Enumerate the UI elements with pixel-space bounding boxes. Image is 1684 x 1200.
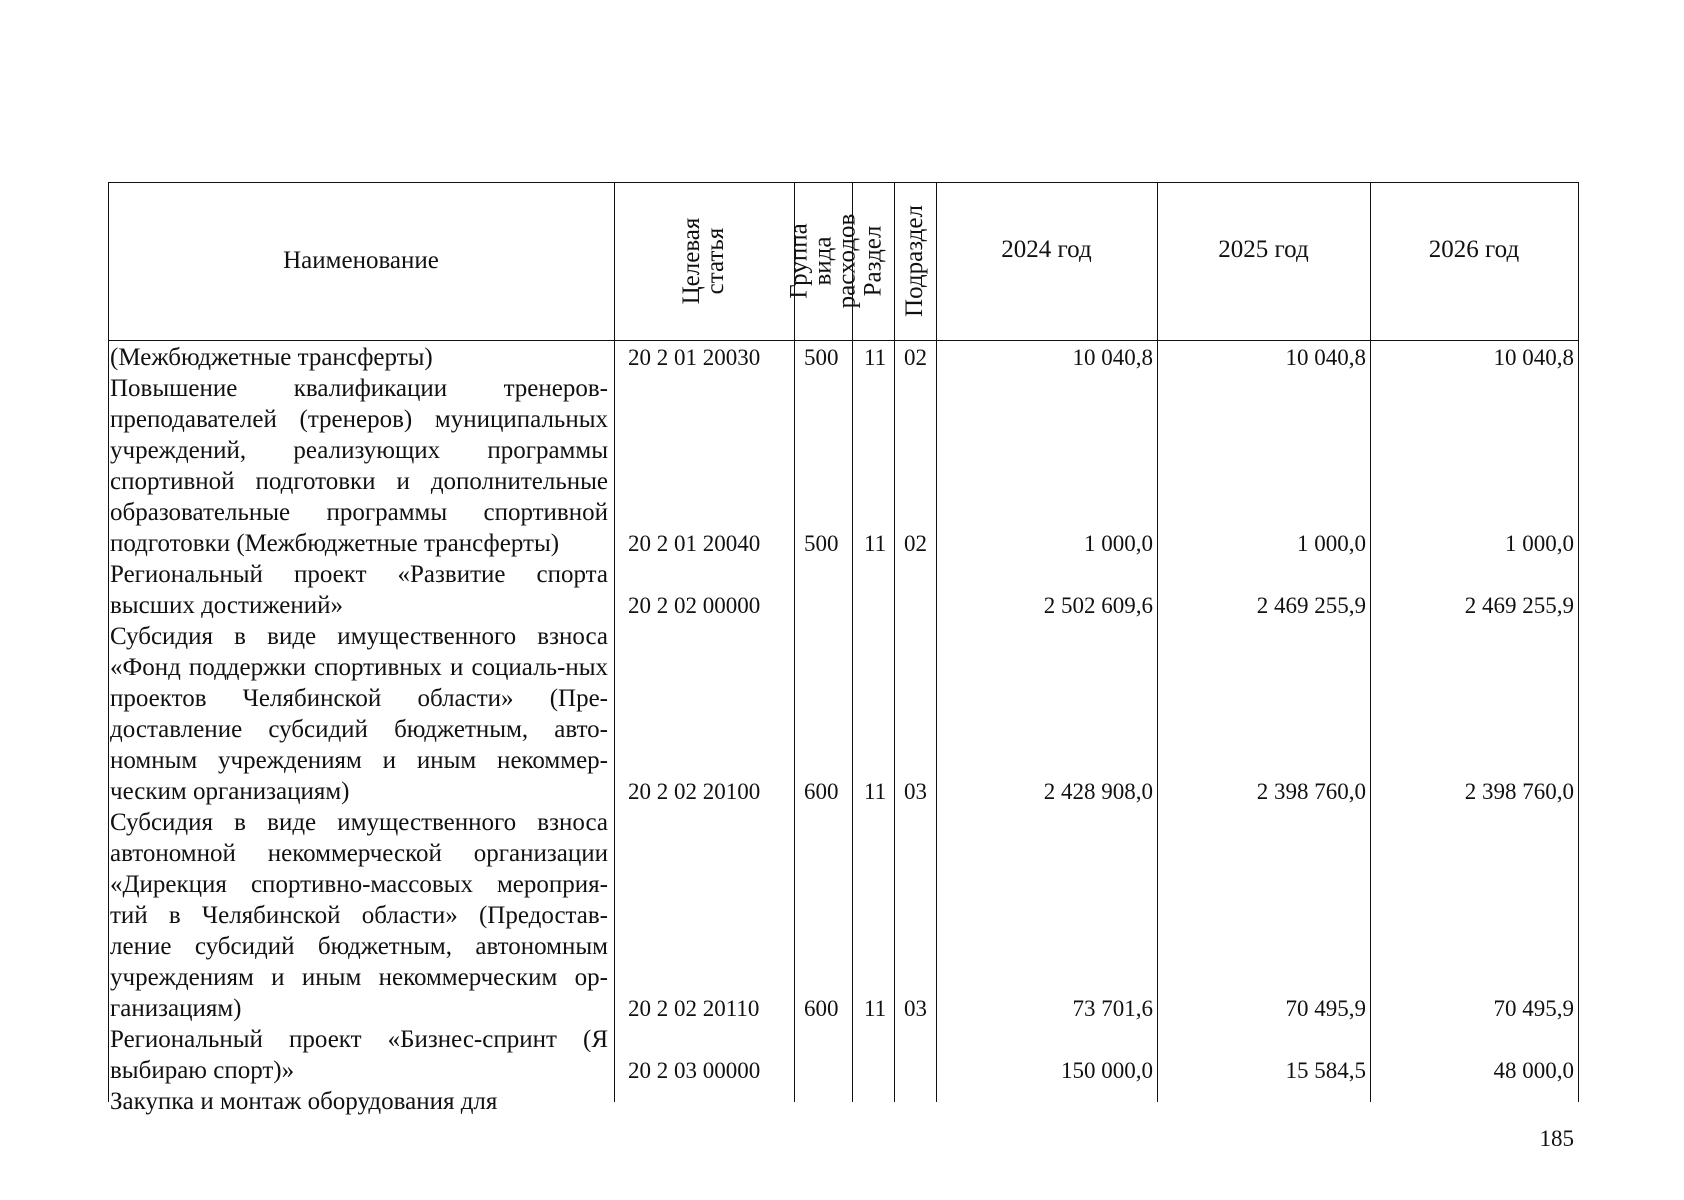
row-code: 20 2 01 20030 (628, 345, 761, 370)
row-code: 20 2 02 00000 (628, 593, 761, 618)
row-name: Региональный проект «Развитие спорта высших достижений» (110, 561, 608, 619)
row-name: (Межбюджетные трансферты) (110, 344, 433, 371)
row-group: 600 (804, 779, 839, 804)
row-section: 11 (864, 345, 887, 370)
row-code: 20 2 03 00000 (628, 1058, 761, 1083)
row-2025: 1 000,0 (1297, 531, 1366, 556)
row-section: 11 (864, 779, 887, 804)
row-sub: 03 (904, 779, 927, 804)
row-code: 20 2 02 20100 (628, 779, 761, 804)
header-2026: 2026 год (1428, 235, 1520, 263)
row-group: 600 (804, 996, 839, 1021)
row-2026: 2 398 760,0 (1464, 779, 1574, 804)
row-sub: 03 (904, 996, 927, 1021)
row-2025: 2 398 760,0 (1256, 779, 1366, 804)
row-name: Субсидия в виде имущественного взноса автономной некоммерческой организации «Дирекция спортивно-массовых мероприя-тий в Челябинской области» (Предостав-ление субсидий бюджетным, автономным учреждениям и иным некоммерческим ор-ганизациям) (110, 809, 608, 1022)
header-group: Группа вида расходов (785, 213, 860, 309)
row-name: Закупка и монтаж оборудования для (110, 1088, 498, 1115)
row-section: 11 (864, 996, 887, 1021)
row-group: 500 (804, 531, 839, 556)
row-code: 20 2 02 20110 (628, 996, 760, 1021)
page-number: 185 (1539, 1126, 1574, 1151)
header-section: Раздел (859, 225, 886, 297)
row-2026: 2 469 255,9 (1464, 593, 1574, 618)
row-2024: 10 040,8 (1072, 345, 1153, 370)
header-2024: 2024 год (1001, 235, 1092, 263)
row-sub: 02 (904, 531, 927, 556)
row-2026: 10 040,8 (1493, 345, 1574, 370)
row-name: Региональный проект «Бизнес-спринт (Я выбираю спорт)» (110, 1026, 608, 1084)
header-target: Целевая статья (678, 217, 729, 305)
row-2024: 1 000,0 (1084, 531, 1153, 556)
row-group: 500 (804, 345, 839, 370)
row-2024: 73 701,6 (1072, 996, 1153, 1021)
header-name: Наименование (283, 247, 439, 274)
row-2025: 70 495,9 (1285, 996, 1366, 1021)
row-2025: 2 469 255,9 (1256, 593, 1366, 618)
row-name: Повышение квалификации тренеров-преподавателей (тренеров) муниципальных учреждений, реализующих программы спортивной подготовки и дополнительные образовательные программы спортивной подготовки (Межбюджетные трансферты) (110, 375, 608, 557)
row-2024: 2 428 908,0 (1043, 779, 1153, 804)
row-2024: 150 000,0 (1061, 1058, 1153, 1083)
row-code: 20 2 01 20040 (628, 531, 761, 556)
row-section: 11 (864, 531, 887, 556)
row-2026: 1 000,0 (1505, 531, 1574, 556)
header-2025: 2025 год (1218, 235, 1309, 263)
row-2025: 15 584,5 (1285, 1058, 1366, 1083)
row-2026: 70 495,9 (1493, 996, 1574, 1021)
row-name: Субсидия в виде имущественного взноса «Фонд поддержки спортивных и социаль-ных проектов Челябинской области» (Пре-доставление субсидий бюджетным, авто-номным учреждениям и иным некоммер-ческим организациям) (110, 623, 608, 805)
row-sub: 02 (904, 345, 927, 370)
row-2025: 10 040,8 (1285, 345, 1366, 370)
row-2024: 2 502 609,6 (1043, 593, 1153, 618)
budget-table (108, 182, 1578, 1115)
row-2026: 48 000,0 (1493, 1058, 1574, 1083)
header-subsection: Подраздел (901, 205, 928, 317)
